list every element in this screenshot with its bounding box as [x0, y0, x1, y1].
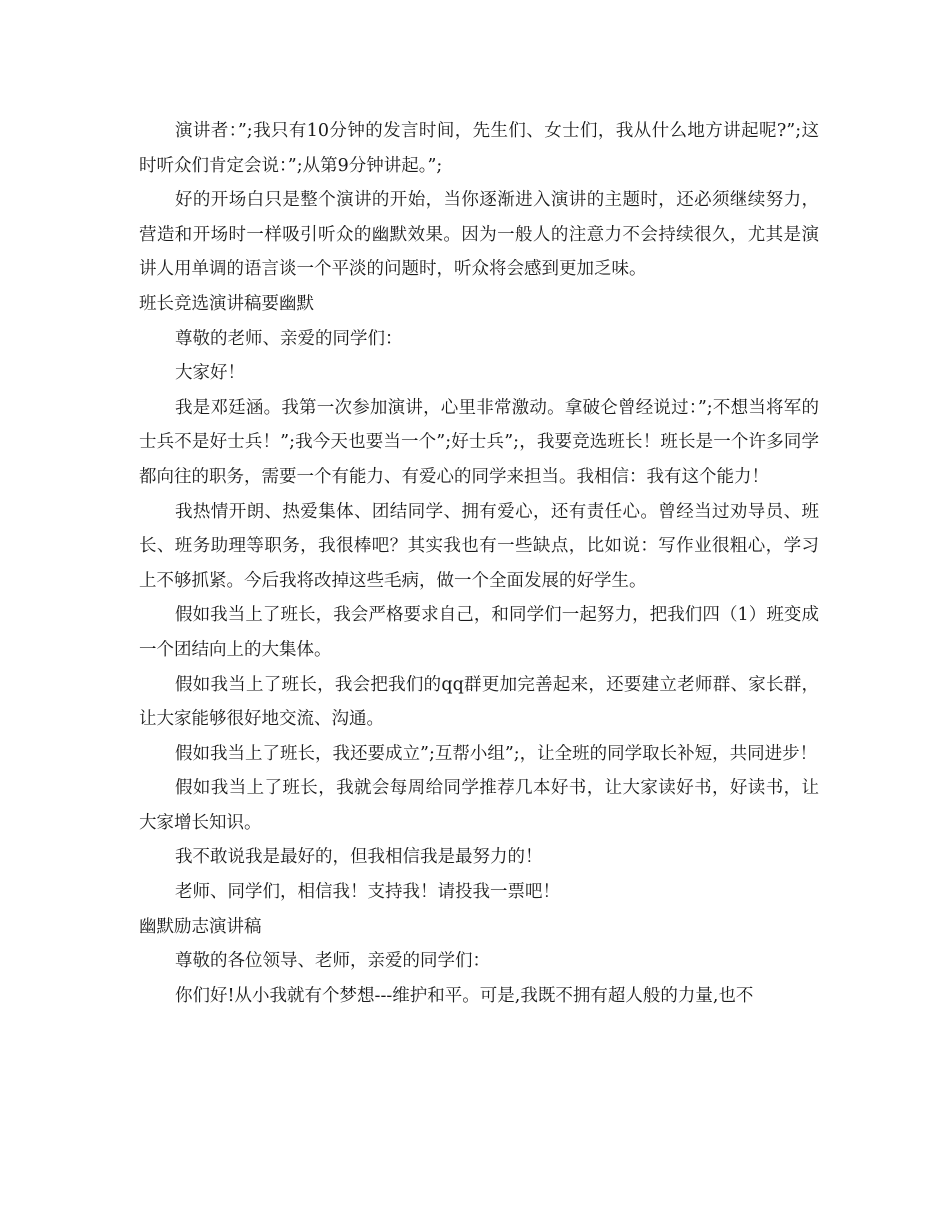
- paragraph-speaker-quote: 演讲者：”;我只有10分钟的发言时间，先生们、女士们，我从什么地方讲起呢?”;这时听众们肯定会说：”;从第9分钟讲起。”;: [139, 121, 819, 176]
- paragraph-qualities: 我热情开朗、热爱集体、团结同学、拥有爱心，还有责任心。曾经当过劝导员、班长、班务助理等职务，我很棒吧？其实我也有一些缺点，比如说：写作业很粗心，学习上不够抓紧。今后我将改掉这些毛病，做一个全面发展的好学生。: [139, 501, 819, 591]
- section-heading-inspirational-speech: 幽默励志演讲稿: [139, 916, 262, 937]
- paragraph-salutation-2: 尊敬的各位领导、老师，亲爱的同学们：: [175, 951, 490, 972]
- paragraph-self-introduction: 我是邓廷涵。我第一次参加演讲，心里非常激动。拿破仑曾经说过：”;不想当将军的士兵不是好士兵！”;我今天也要当一个”;好士兵”;，我要竞选班长！班长是一个许多同学都向往的职务，需要一个有能力、有爱心的同学来担当。我相信：我有这个能力！: [139, 397, 819, 487]
- paragraph-dream: 你们好!从小我就有个梦想---维护和平。可是,我既不拥有超人般的力量,也不: [175, 985, 754, 1006]
- paragraph-greeting: 大家好！: [175, 363, 245, 384]
- paragraph-promise-2: 假如我当上了班长，我会把我们的qq群更加完善起来，还要建立老师群、家长群，让大家能够很好地交流、沟通。: [139, 674, 819, 730]
- document-body: [139, 114, 819, 1013]
- paragraph-promise-1: 假如我当上了班长，我会严格要求自己，和同学们一起努力，把我们四（1）班变成一个团结向上的大集体。: [139, 605, 819, 660]
- paragraph-salutation: 尊敬的老师、亲爱的同学们：: [175, 328, 403, 349]
- paragraph-opening-advice: 好的开场白只是整个演讲的开始，当你逐渐进入演讲的主题时，还必须继续努力，营造和开场时一样吸引听众的幽默效果。因为一般人的注意力不会持续很久，尤其是演讲人用单调的语言谈一个平淡的问题时，听众将会感到更加乏味。: [139, 190, 819, 280]
- paragraph-promise-3: 假如我当上了班长，我还要成立”;互帮小组”;，让全班的同学取长补短，共同进步！: [175, 743, 818, 764]
- paragraph-confidence: 我不敢说我是最好的，但我相信我是最努力的！: [175, 847, 543, 868]
- paragraph-promise-4: 假如我当上了班长，我就会每周给同学推荐几本好书，让大家读好书，好读书，让大家增长知识。: [139, 778, 819, 833]
- paragraph-vote-request: 老师、同学们，相信我！支持我！请投我一票吧！: [175, 882, 560, 903]
- section-heading-monitor-speech: 班长竞选演讲稿要幽默: [139, 293, 314, 314]
